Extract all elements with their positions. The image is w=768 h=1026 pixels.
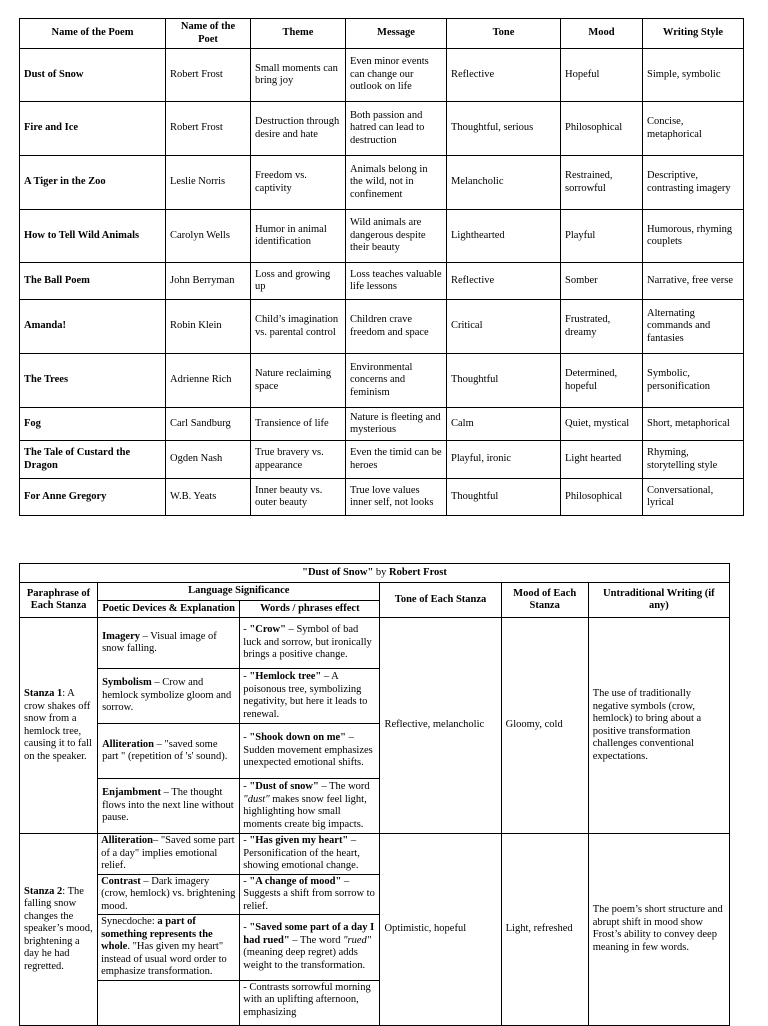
- title-poet: Robert Frost: [389, 566, 447, 578]
- header-stanza-mood: Mood of Each Stanza: [501, 583, 588, 618]
- device-text: – The thought flows into the next line without pause.: [102, 787, 234, 824]
- cell-theme: Inner beauty vs. outer beauty: [251, 479, 346, 516]
- cell-poet: Carolyn Wells: [166, 210, 251, 263]
- s2-word-contrast: - Contrasts sorrowful morning with an uplifting afternoon, emphasizing: [240, 980, 380, 1025]
- s1-word-shook: [240, 724, 380, 779]
- word-text: – Suggests a shift from sorrow to relief.: [243, 875, 375, 912]
- word-prefix: -: [243, 922, 250, 934]
- analysis-title-row: [20, 564, 730, 583]
- table-row: [20, 441, 744, 479]
- s2-word-heart: [240, 834, 380, 875]
- word-prefix: -: [243, 835, 250, 846]
- cell-poet: Robert Frost: [166, 49, 251, 102]
- word-prefix: -: [243, 732, 250, 744]
- stanza1-paraphrase: [20, 618, 98, 834]
- cell-mood: Determined, hopeful: [561, 354, 643, 408]
- cell-style: Symbolic, personification: [643, 354, 744, 408]
- table-row: [20, 49, 744, 102]
- cell-style: Rhyming, storytelling style: [643, 441, 744, 479]
- word-text: – The word: [318, 781, 370, 792]
- device-name: Alliteration: [101, 835, 153, 846]
- table-row: [20, 156, 744, 210]
- cell-theme: Child’s imagination vs. parental control: [251, 300, 346, 354]
- cell-poem: Amanda!: [20, 300, 166, 354]
- s2-device-empty: [98, 980, 240, 1025]
- cell-theme: Small moments can bring joy: [251, 49, 346, 102]
- stanza2-row: [20, 834, 730, 875]
- cell-style: Simple, symbolic: [643, 49, 744, 102]
- word-phrase: "Hemlock tree": [249, 671, 322, 682]
- cell-message: Nature is fleeting and mysterious: [346, 408, 447, 441]
- cell-theme: Nature reclaiming space: [251, 354, 346, 408]
- device-text: – Visual image of snow falling.: [102, 630, 217, 654]
- stanza2-paraphrase: [20, 834, 98, 1026]
- s1-device-enjambment: [98, 779, 240, 834]
- cell-poem: Fire and Ice: [20, 102, 166, 156]
- analysis-header-row-1: [20, 583, 730, 601]
- header-poem: Name of the Poem: [20, 19, 166, 49]
- cell-message: Environmental concerns and feminism: [346, 354, 447, 408]
- cell-message: Animals belong in the wild, not in confinement: [346, 156, 447, 210]
- cell-style: Descriptive, contrasting imagery: [643, 156, 744, 210]
- cell-poem: For Anne Gregory: [20, 479, 166, 516]
- header-devices: Poetic Devices & Explanation: [98, 600, 240, 618]
- stanza2-tone: Optimistic, hopeful: [380, 834, 501, 1026]
- cell-style: Humorous, rhyming couplets: [643, 210, 744, 263]
- cell-tone: Critical: [447, 300, 561, 354]
- cell-message: Children crave freedom and space: [346, 300, 447, 354]
- cell-poet: W.B. Yeats: [166, 479, 251, 516]
- cell-poem: The Tale of Custard the Dragon: [20, 441, 166, 479]
- stanza2-mood: Light, refreshed: [501, 834, 588, 1026]
- table-row: [20, 354, 744, 408]
- s1-word-hemlock: [240, 669, 380, 724]
- cell-mood: Somber: [561, 263, 643, 300]
- word-italic: "dust": [243, 793, 270, 805]
- word-phrase: "Shook down on me": [249, 732, 346, 744]
- stanza1-tone: Reflective, melancholic: [380, 618, 501, 834]
- s1-word-dust: [240, 779, 380, 834]
- word-italic: "rued": [343, 934, 372, 946]
- word-prefix: -: [243, 781, 250, 792]
- cell-theme: Transience of life: [251, 408, 346, 441]
- header-tone: Tone: [447, 19, 561, 49]
- poem-summary-table: [19, 18, 744, 516]
- cell-tone: Thoughtful: [447, 479, 561, 516]
- s2-word-rued: [240, 915, 380, 981]
- word-prefix: -: [243, 671, 250, 682]
- cell-mood: Frustrated, dreamy: [561, 300, 643, 354]
- device-text: – Crow and hemlock symbolize gloom and sorrow.: [102, 677, 232, 714]
- cell-style: Concise, metaphorical: [643, 102, 744, 156]
- cell-tone: Thoughtful, serious: [447, 102, 561, 156]
- cell-message: Even the timid can be heroes: [346, 441, 447, 479]
- device-name: Alliteration: [102, 738, 154, 750]
- device-name: Synecdoche:: [101, 916, 158, 927]
- cell-tone: Playful, ironic: [447, 441, 561, 479]
- table-row: [20, 408, 744, 441]
- header-language: Language Significance: [98, 583, 380, 601]
- cell-poem: The Ball Poem: [20, 263, 166, 300]
- stanza2-untraditional: The poem’s short structure and abrupt shift in mood show Frost’s ability to convey deep meaning in few words.: [588, 834, 729, 1026]
- title-by: by: [373, 566, 390, 578]
- header-paraphrase: Paraphrase of Each Stanza: [20, 583, 98, 618]
- device-name: Imagery: [102, 630, 140, 642]
- header-poet: Name of the Poet: [166, 19, 251, 49]
- word-prefix: -: [243, 624, 250, 636]
- header-theme: Theme: [251, 19, 346, 49]
- stanza2-label: Stanza 2: [24, 885, 63, 897]
- word-text: – Sudden movement emphasizes unexpected emotional shifts.: [243, 732, 373, 769]
- word-phrase: "Crow": [249, 624, 286, 636]
- cell-poem: Fog: [20, 408, 166, 441]
- cell-tone: Reflective: [447, 263, 561, 300]
- cell-message: Wild animals are dangerous despite their beauty: [346, 210, 447, 263]
- table-row: [20, 263, 744, 300]
- cell-tone: Melancholic: [447, 156, 561, 210]
- cell-poem: How to Tell Wild Animals: [20, 210, 166, 263]
- word-text: – A poisonous tree, symbolizing negativity, but here it leads to renewal.: [243, 671, 368, 720]
- stanza1-mood: Gloomy, cold: [501, 618, 588, 834]
- s1-word-crow: [240, 618, 380, 669]
- cell-poem: A Tiger in the Zoo: [20, 156, 166, 210]
- header-words: Words / phrases effect: [240, 600, 380, 618]
- word-text: (meaning deep regret) adds weight to the transformation.: [243, 947, 366, 971]
- cell-mood: Light hearted: [561, 441, 643, 479]
- title-poem: "Dust of Snow": [302, 566, 374, 578]
- cell-mood: Philosophical: [561, 102, 643, 156]
- word-text: – Symbol of bad luck and sorrow, but ironically brings a positive change.: [243, 624, 372, 661]
- word-phrase: "Dust of snow": [249, 781, 319, 792]
- header-style: Writing Style: [643, 19, 744, 49]
- word-text: – Personification of the heart, showing emotional change.: [243, 835, 360, 871]
- word-phrase: "A change of mood": [249, 875, 342, 887]
- word-text: makes snow feel light, highlighting how small moments create big impacts.: [243, 793, 367, 830]
- device-name: Contrast: [101, 875, 141, 887]
- device-text: – "Saved some part of a day" implies emotional relief.: [101, 835, 235, 871]
- cell-message: Loss teaches valuable life lessons: [346, 263, 447, 300]
- word-phrase: "Saved some part of a day I had rued": [243, 922, 375, 946]
- cell-tone: Thoughtful: [447, 354, 561, 408]
- cell-message: True love values inner self, not looks: [346, 479, 447, 516]
- device-text: – Dark imagery (crow, hemlock) vs. brightening mood.: [101, 875, 236, 912]
- stanza1-row: [20, 618, 730, 669]
- analysis-title: [20, 564, 730, 583]
- cell-tone: Reflective: [447, 49, 561, 102]
- device-text: – "saved some part " (repetition of 's' sound).: [102, 738, 228, 762]
- cell-poet: Robin Klein: [166, 300, 251, 354]
- s1-device-imagery: [98, 618, 240, 669]
- cell-mood: Hopeful: [561, 49, 643, 102]
- s2-device-alliteration: [98, 834, 240, 875]
- cell-poet: John Berryman: [166, 263, 251, 300]
- cell-mood: Quiet, mystical: [561, 408, 643, 441]
- cell-tone: Lighthearted: [447, 210, 561, 263]
- word-phrase: "Has given my heart": [249, 835, 349, 846]
- cell-theme: Freedom vs. captivity: [251, 156, 346, 210]
- cell-style: Narrative, free verse: [643, 263, 744, 300]
- table-row: [20, 210, 744, 263]
- cell-mood: Playful: [561, 210, 643, 263]
- table-row: [20, 300, 744, 354]
- table-row: [20, 102, 744, 156]
- cell-poem: Dust of Snow: [20, 49, 166, 102]
- cell-theme: Loss and growing up: [251, 263, 346, 300]
- s2-word-mood: [240, 874, 380, 915]
- s2-device-contrast: [98, 874, 240, 915]
- cell-tone: Calm: [447, 408, 561, 441]
- device-bold: a part of something represents the whole: [101, 916, 213, 952]
- s1-device-symbolism: [98, 669, 240, 724]
- stanza1-text: : A crow shakes off snow from a hemlock tree, causing it to fall on the speaker.: [24, 688, 92, 762]
- cell-message: Both passion and hatred can lead to destruction: [346, 102, 447, 156]
- cell-style: Conversational, lyrical: [643, 479, 744, 516]
- cell-poet: Adrienne Rich: [166, 354, 251, 408]
- cell-mood: Philosophical: [561, 479, 643, 516]
- table-row: [20, 479, 744, 516]
- cell-theme: Destruction through desire and hate: [251, 102, 346, 156]
- cell-style: Short, metaphorical: [643, 408, 744, 441]
- cell-poet: Leslie Norris: [166, 156, 251, 210]
- header-message: Message: [346, 19, 447, 49]
- s2-device-synecdoche: [98, 915, 240, 981]
- device-name: Enjambment: [102, 787, 162, 799]
- header-untraditional: Untraditional Writing (if any): [588, 583, 729, 618]
- stanza1-label: Stanza 1: [24, 688, 63, 699]
- summary-header-row: [20, 19, 744, 49]
- cell-poem: The Trees: [20, 354, 166, 408]
- cell-poet: Robert Frost: [166, 102, 251, 156]
- stanza2-text: : The falling snow changes the speaker’s mood, brightening a day he had regretted.: [24, 885, 93, 972]
- device-text: . "Has given my heart" instead of usual word order to emphasize transformation.: [101, 941, 227, 977]
- device-name: Symbolism: [102, 677, 152, 689]
- word-text: – The word: [289, 934, 344, 946]
- cell-style: Alternating commands and fantasies: [643, 300, 744, 354]
- cell-theme: Humor in animal identification: [251, 210, 346, 263]
- cell-theme: True bravery vs. appearance: [251, 441, 346, 479]
- stanza1-untraditional: The use of traditionally negative symbols (crow, hemlock) to bring about a positive transformation challenges conventional expectations.: [588, 618, 729, 834]
- word-prefix: -: [243, 875, 250, 887]
- cell-poet: Carl Sandburg: [166, 408, 251, 441]
- cell-mood: Restrained, sorrowful: [561, 156, 643, 210]
- s1-device-alliteration: [98, 724, 240, 779]
- dust-of-snow-analysis-table: [19, 563, 730, 1026]
- cell-message: Even minor events can change our outlook on life: [346, 49, 447, 102]
- header-mood: Mood: [561, 19, 643, 49]
- cell-poet: Ogden Nash: [166, 441, 251, 479]
- header-stanza-tone: Tone of Each Stanza: [380, 583, 501, 618]
